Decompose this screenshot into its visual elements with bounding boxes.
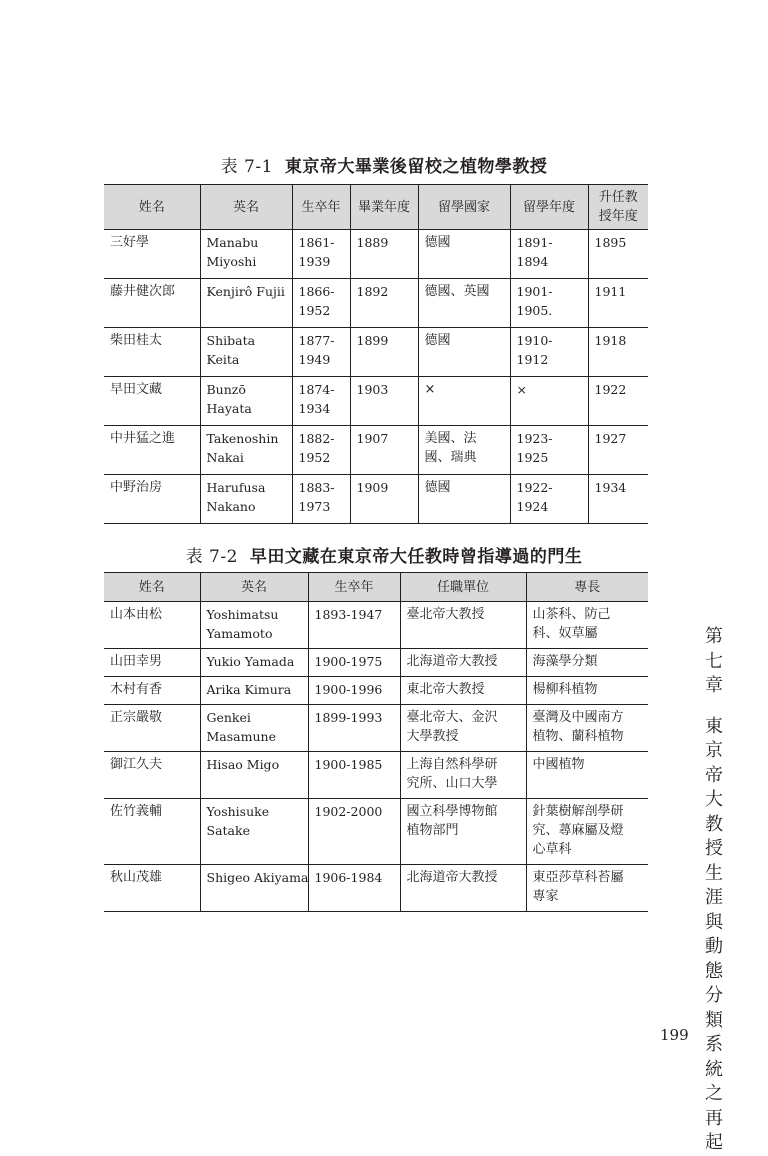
table-row — [104, 377, 648, 426]
cell-graduation-year: 1892 — [350, 279, 418, 328]
table-row — [104, 426, 648, 475]
cell-study-years: 1891- 1894 — [510, 230, 588, 279]
table-row — [104, 752, 648, 799]
cell-lifespan: 1900-1975 — [308, 649, 400, 677]
cell-lifespan: 1866- 1952 — [292, 279, 350, 328]
cell-english-name: Harufusa Nakano — [200, 475, 292, 524]
chapter-side-title — [700, 625, 728, 1156]
table1-caption — [0, 152, 768, 177]
cell-promotion-year: 1934 — [588, 475, 648, 524]
cell-name: 三好學 — [104, 230, 200, 279]
table-row — [104, 475, 648, 524]
cell-graduation-year: 1899 — [350, 328, 418, 377]
table1-professors — [104, 184, 648, 524]
cell-study-country: 德國 — [418, 328, 510, 377]
table1-header-name: 姓名 — [104, 185, 200, 230]
cell-name: 藤井健次郎 — [104, 279, 200, 328]
cell-study-years: 1922- 1924 — [510, 475, 588, 524]
table2-caption-number: 表 7-2 — [185, 547, 238, 567]
table-row — [104, 865, 648, 912]
cell-lifespan: 1874- 1934 — [292, 377, 350, 426]
cell-study-years: 1910- 1912 — [510, 328, 588, 377]
table2-caption — [0, 542, 768, 567]
table1-header-row — [104, 185, 648, 230]
cell-position: 北海道帝大教授 — [400, 649, 526, 677]
cell-study-country: 德國 — [418, 230, 510, 279]
cell-study-years: 1901- 1905. — [510, 279, 588, 328]
cell-english-name: Hisao Migo — [200, 752, 308, 799]
table-row — [104, 328, 648, 377]
table1-caption-title: 東京帝大畢業後留校之植物學教授 — [284, 157, 548, 177]
cell-promotion-year: 1911 — [588, 279, 648, 328]
table2-header-english-name: 英名 — [200, 573, 308, 602]
cell-lifespan: 1899-1993 — [308, 705, 400, 752]
cell-position: 臺北帝大、金沢 大學教授 — [400, 705, 526, 752]
cell-study-country: 德國、英國 — [418, 279, 510, 328]
cell-position: 國立科學博物館 植物部門 — [400, 799, 526, 865]
table1-caption-number: 表 7-1 — [220, 157, 273, 177]
cell-lifespan: 1906-1984 — [308, 865, 400, 912]
table-row — [104, 677, 648, 705]
cell-lifespan: 1902-2000 — [308, 799, 400, 865]
page-number: 199 — [660, 1026, 689, 1044]
cell-name: 御江久夫 — [104, 752, 200, 799]
cell-promotion-year: 1918 — [588, 328, 648, 377]
cell-lifespan: 1883- 1973 — [292, 475, 350, 524]
table2-students — [104, 572, 648, 912]
cell-graduation-year: 1903 — [350, 377, 418, 426]
table-row — [104, 602, 648, 649]
cell-english-name: Yoshisuke Satake — [200, 799, 308, 865]
cell-graduation-year: 1907 — [350, 426, 418, 475]
table2-header-name: 姓名 — [104, 573, 200, 602]
cell-name: 正宗嚴敬 — [104, 705, 200, 752]
cell-name: 中野治房 — [104, 475, 200, 524]
side-chapter-label: 第 七 章 — [705, 626, 723, 696]
table2-header-lifespan: 生卒年 — [308, 573, 400, 602]
table1-header-study-years: 留學年度 — [510, 185, 588, 230]
cell-english-name: Shibata Keita — [200, 328, 292, 377]
cell-study-years: × — [510, 377, 588, 426]
cell-study-country: 美國、法 國、瑞典 — [418, 426, 510, 475]
cell-name: 中井猛之進 — [104, 426, 200, 475]
cell-promotion-year: 1895 — [588, 230, 648, 279]
side-chapter-title: 東 京 帝 大 教 授 生 涯 與 動 態 分 類 系 統 之 再 起 — [705, 715, 723, 1153]
cell-graduation-year: 1909 — [350, 475, 418, 524]
cell-specialty: 東亞莎草科苔屬 專家 — [526, 865, 648, 912]
cell-name: 佐竹義輔 — [104, 799, 200, 865]
table2-header-row — [104, 573, 648, 602]
cell-name: 早田文藏 — [104, 377, 200, 426]
cell-position: 東北帝大教授 — [400, 677, 526, 705]
table-row — [104, 230, 648, 279]
cell-position: 北海道帝大教授 — [400, 865, 526, 912]
cell-name: 木村有香 — [104, 677, 200, 705]
cell-english-name: Kenjirô Fujii — [200, 279, 292, 328]
table-row — [104, 705, 648, 752]
cell-english-name: Manabu Miyoshi — [200, 230, 292, 279]
cell-name: 山本由松 — [104, 602, 200, 649]
cell-specialty: 針葉樹解剖學研 究、蕁麻屬及燈 心草科 — [526, 799, 648, 865]
table1-header-graduation-year: 畢業年度 — [350, 185, 418, 230]
cell-name: 山田幸男 — [104, 649, 200, 677]
cell-study-country: × — [418, 377, 510, 426]
table1-header-lifespan: 生卒年 — [292, 185, 350, 230]
table2-caption-title: 早田文藏在東京帝大任教時曾指導過的門生 — [249, 547, 583, 567]
table-row — [104, 799, 648, 865]
cell-promotion-year: 1922 — [588, 377, 648, 426]
cell-study-years: 1923- 1925 — [510, 426, 588, 475]
table1-header-promotion-year: 升任教 授年度 — [588, 185, 648, 230]
cell-english-name: Genkei Masamune — [200, 705, 308, 752]
cell-english-name: Takenoshin Nakai — [200, 426, 292, 475]
table-row — [104, 279, 648, 328]
cell-specialty: 中國植物 — [526, 752, 648, 799]
cell-specialty: 海藻學分類 — [526, 649, 648, 677]
cell-english-name: Arika Kimura — [200, 677, 308, 705]
table1-header-study-country: 留學國家 — [418, 185, 510, 230]
table1-header-english-name: 英名 — [200, 185, 292, 230]
cell-graduation-year: 1889 — [350, 230, 418, 279]
cell-promotion-year: 1927 — [588, 426, 648, 475]
cell-lifespan: 1882- 1952 — [292, 426, 350, 475]
cell-lifespan: 1877- 1949 — [292, 328, 350, 377]
cell-specialty: 楊柳科植物 — [526, 677, 648, 705]
table2-header-position: 任職單位 — [400, 573, 526, 602]
cell-study-country: 德國 — [418, 475, 510, 524]
cell-specialty: 臺灣及中國南方 植物、蘭科植物 — [526, 705, 648, 752]
cell-lifespan: 1900-1985 — [308, 752, 400, 799]
cell-english-name: Yukio Yamada — [200, 649, 308, 677]
cell-name: 秋山茂雄 — [104, 865, 200, 912]
cell-lifespan: 1861- 1939 — [292, 230, 350, 279]
cell-specialty: 山茶科、防己 科、奴草屬 — [526, 602, 648, 649]
cell-english-name: Yoshimatsu Yamamoto — [200, 602, 308, 649]
cell-name: 柴田桂太 — [104, 328, 200, 377]
cell-position: 臺北帝大教授 — [400, 602, 526, 649]
table-row — [104, 649, 648, 677]
cell-position: 上海自然科學研 究所、山口大學 — [400, 752, 526, 799]
cell-lifespan: 1900-1996 — [308, 677, 400, 705]
cell-english-name: Bunzō Hayata — [200, 377, 292, 426]
table2-header-specialty: 專長 — [526, 573, 648, 602]
cell-english-name: Shigeo Akiyama — [200, 865, 308, 912]
cell-lifespan: 1893-1947 — [308, 602, 400, 649]
